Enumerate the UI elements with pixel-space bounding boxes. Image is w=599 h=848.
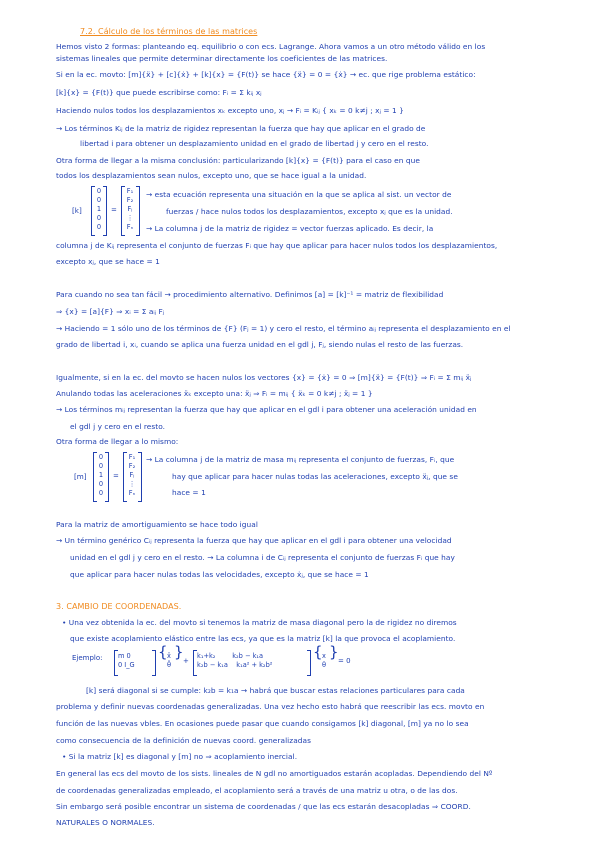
mass-matrix [118,652,152,670]
vector-entry: F₁ [126,187,134,195]
text-line: que aplicar para hacer nulas todas las velocidades, excepto ẋⱼ, que se hace = 1 [70,570,369,579]
vector-entry: 0 [98,489,104,497]
text-line: [k]{x} = {F(t)} que puede escribirse como: Fᵢ = Σ kᵢⱼ xⱼ [56,88,262,97]
text-line: Para la matriz de amortiguamiento se hace todo igual [56,520,258,529]
text-line: el gdl j y cero en el resto. [70,422,166,431]
text-line: Si en la ec. movto: [m]{ẍ} + [c]{ẋ} + [k]{x} = {F(t)} se hace {ẍ} = 0 = {ẋ} → ec. que rige problema estático: [56,70,476,79]
example-label: Ejemplo: [72,654,103,662]
text-line: En general las ecs del movto de los sists. lineales de N gdl no amortiguados estarán acopladas. Dependiendo del Nº [56,769,493,778]
equals-sign: = [111,206,117,214]
text-line: libertad i para obtener un desplazamiento unidad en el grado de libertad j y cero en el resto. [80,139,429,148]
text-line: de coordenadas generalizadas empleado, el acoplamiento será a través de una matriz u otra, o de las dos. [56,786,458,795]
stiffness-matrix-label: [k] [72,206,82,215]
text-line: que existe acoplamiento elástico entre las ecs, ya que es la matriz [k] la que provoca el acoplamiento. [70,634,456,643]
vector-entry: Fₙ [126,223,134,231]
text-line: Otra forma de llegar a lo mismo: [56,437,179,446]
text-line: fuerzas / hace nulos todos los desplazamientos, excepto xⱼ que es la unidad. [166,207,453,216]
text-line: hace = 1 [172,488,206,497]
text-line: hay que aplicar para hacer nulas todas las aceleraciones, excepto ẍⱼ, que se [172,472,458,481]
vector-entry: 0 [96,196,102,204]
brace: { [313,643,323,661]
vector-entry: 0 [98,462,104,470]
text-line: unidad en el gdl j y cero en el resto. → La columna i de Cᵢⱼ representa el conjunto de fuerzas Fᵢ que hay [70,553,455,562]
text-line: grado de libertad i, xᵢ, cuando se aplica una fuerza unidad en el gdl j, Fⱼ, siendo nulas el resto de las fuerzas. [56,340,464,349]
mass-matrix-label: [m] [74,472,87,481]
matrix-row: 0 I_G [118,661,135,669]
force-vector [126,453,138,498]
equals-sign: = [113,472,119,480]
vector-entry: θ̈ [166,661,172,669]
text-line: Anulando todas las aceleraciones ẍₖ excepto una: ẍⱼ ⇒ Fᵢ = mᵢⱼ { ẍₖ = 0 k≠j ; ẍⱼ = 1 } [56,389,373,398]
text-line: → esta ecuación representa una situación en la que se aplica al sist. un vector de [146,190,452,199]
text-line: Otra forma de llegar a la misma conclusión: particularizando [k]{x} = {F(t)} para el caso en que [56,156,420,165]
vector-entry: F₁ [128,453,136,461]
text-line: ⇒ {x} = [a]{F} ⇒ xᵢ = Σ aᵢⱼ Fⱼ [56,307,165,316]
text-line: → Los términos mᵢⱼ representan la fuerza que hay que aplicar en el gdl i para obtener una aceleración unidad en [56,405,477,414]
vector-entry: Fₙ [128,489,136,497]
vector-entry: F₂ [126,196,134,204]
brace: { [158,643,168,661]
bracket [136,186,140,236]
vector-entry: 0 [96,187,102,195]
vector-entry: F₂ [128,462,136,470]
vector-entry: ⋮ [126,214,134,222]
section-title-7-2: 7.2. Cálculo de los términos de las matrices [80,27,258,36]
bracket [103,186,107,236]
text-line: excepto xⱼ, que se hace = 1 [56,257,160,266]
vector-entry: 0 [96,223,102,231]
bracket [152,650,156,676]
text-line: problema y definir nuevas coordenadas generalizadas. Una vez hecho esto habrá que reescribir las ecs. movto en [56,702,485,711]
text-line: • Una vez obtenida la ec. del movto si tenemos la matriz de masa diagonal pero la de rigidez no diremos [62,618,457,627]
acceleration-vector [165,652,173,670]
text-line: Igualmente, si en la ec. del movto se hacen nulos los vectores {x} = {ẋ} = 0 ⇒ [m]{ẍ} = {F(t)} ⇒ Fᵢ = Σ mᵢⱼ ẍⱼ [56,373,472,382]
text-line: como consecuencia de la definición de nuevas coord. generalizadas [56,736,311,745]
text-line: sistemas lineales que permite determinar directamente los coeficientes de las matrices. [56,54,388,63]
vector-entry: ⋮ [128,480,136,488]
unit-vector [95,187,103,232]
text-line: Sin embargo será posible encontrar un sistema de coordenadas / que las ecs estarán desacopladas ⇒ COORD. [56,802,471,811]
vector-entry: Fⱼ [127,205,133,213]
matrix-row: k₁+k₂ k₂b − k₁a [197,652,264,660]
text-line: → Los términos Kᵢⱼ de la matriz de rigidez representan la fuerza que hay que aplicar en el grado de [56,124,426,133]
text-line: NATURALES O NORMALES. [56,818,155,827]
text-line: columna j de Kᵢⱼ representa el conjunto de fuerzas Fᵢ que hay que aplicar para hacer nulos todos los desplazamientos, [56,241,498,250]
bracket [307,650,311,676]
vector-entry: 0 [98,480,104,488]
text-line: • Si la matriz [k] es diagonal y [m] no ⇒ acoplamiento inercial. [62,752,298,761]
brace: } [174,643,184,661]
matrix-row: k₂b − k₁a k₁a² + k₂b² [197,661,273,669]
text-line: función de las nuevas vbles. En ocasiones puede pasar que cuando consigamos [k] diagonal, [m] ya no lo sea [56,719,469,728]
stiffness-matrix [197,652,307,670]
vector-entry: 1 [96,205,102,213]
plus-sign: + [183,657,189,665]
text-line: [k] será diagonal si se cumple: k₂b = k₁a → habrá que buscar estas relaciones particulares para cada [86,686,465,695]
brace: } [329,643,339,661]
bracket [105,452,109,502]
text-line: → La columna j de la matriz de masa mᵢⱼ representa el conjunto de fuerzas, Fᵢ, que [146,455,455,464]
force-vector [124,187,136,232]
vector-entry: 1 [98,471,104,479]
vector-entry: θ [321,661,327,669]
section-title-3: 3. CAMBIO DE COORDENADAS. [56,602,182,611]
text-line: → Haciendo = 1 sólo uno de los términos de {F} (Fⱼ = 1) y cero el resto, el término aᵢⱼ representa el desplazamiento en el [56,324,511,333]
text-line: Hemos visto 2 formas: planteando eq. equilibrio o con ecs. Lagrange. Ahora vamos a un otro método válido en los [56,42,486,51]
vector-entry: 0 [96,214,102,222]
text-line: Haciendo nulos todos los desplazamientos xₖ excepto uno, xⱼ → Fᵢ = Kᵢⱼ { xₖ = 0 k≠j ; xⱼ = 1 } [56,106,404,115]
vector-entry: x [322,652,326,660]
text-line: todos los desplazamientos sean nulos, excepto uno, que se hace igual a la unidad. [56,171,367,180]
equation-rhs: = 0 [338,657,351,665]
text-line: → Un término genérico Cᵢⱼ representa la fuerza que hay que aplicar en el gdl i para obtener una velocidad [56,536,452,545]
vector-entry: ẍ [167,652,171,660]
matrix-row: m 0 [118,652,131,660]
text-line: → La columna j de la matriz de rigidez = vector fuerzas aplicado. Es decir, la [146,224,434,233]
bracket [138,452,142,502]
vector-entry: 0 [98,453,104,461]
unit-vector [97,453,105,498]
vector-entry: Fⱼ [129,471,135,479]
displacement-vector [320,652,328,670]
text-line: Para cuando no sea tan fácil → procedimiento alternativo. Definimos [a] = [k]⁻¹ = matriz de flexibilidad [56,290,444,299]
